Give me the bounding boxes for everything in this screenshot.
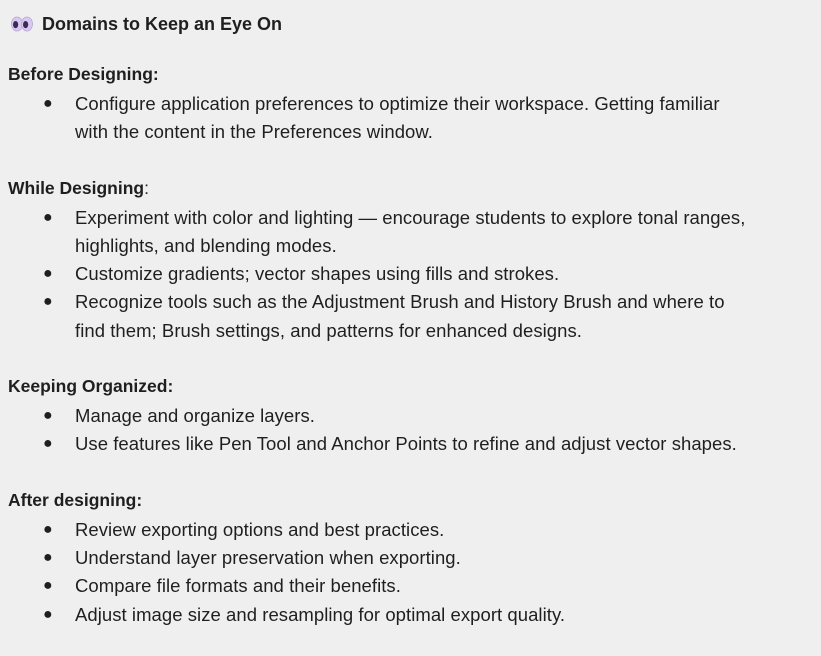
section (8, 176, 813, 345)
list-item (8, 601, 813, 629)
list-item-text: with the content in the Preferences window. (75, 121, 433, 143)
section-heading-text: Before Designing: (8, 64, 159, 84)
bullet-icon: ● (43, 293, 53, 311)
eyes-icon (10, 16, 34, 32)
sections-container (8, 62, 813, 629)
bullet-icon: ● (43, 548, 53, 566)
bullet-icon: ● (43, 208, 53, 226)
bullet-list (8, 204, 813, 345)
list-item (8, 288, 813, 345)
bullet-list (8, 402, 813, 459)
list-item (8, 402, 813, 430)
bullet-icon: ● (43, 265, 53, 283)
section-heading-text: After designing: (8, 489, 143, 510)
page-title: Domains to Keep an Eye On (42, 13, 283, 34)
list-item-text: Understand layer preservation when exporting. (75, 546, 461, 568)
section-heading (8, 374, 813, 398)
bullet-icon: ● (43, 577, 53, 595)
section-heading-text: While Designing (8, 177, 145, 198)
list-item-text: highlights, and blending modes. (75, 234, 337, 256)
list-item-text: Manage and organize layers. (75, 405, 315, 427)
list-item (8, 90, 813, 147)
list-item-text: Use features like Pen Tool and Anchor Points to refine and adjust vector shapes. (75, 433, 737, 455)
section (8, 62, 813, 147)
section-heading (8, 488, 813, 512)
section-heading-text: Keeping Organized: (8, 376, 174, 397)
list-item-text: Configure application preferences to optimize their workspace. Getting familiar (75, 93, 720, 114)
bullet-list (8, 516, 813, 629)
bullet-icon: ● (43, 95, 53, 112)
title-row (8, 11, 813, 37)
list-item-text: Review exporting options and best practices. (75, 518, 445, 540)
bullet-list (8, 90, 813, 147)
list-item (8, 544, 813, 572)
list-item (8, 260, 813, 288)
section-heading-suffix: : (144, 177, 149, 198)
section (8, 374, 813, 459)
list-item-text: Adjust image size and resampling for optimal export quality. (75, 603, 566, 625)
list-item (8, 572, 813, 600)
section-heading (8, 62, 813, 86)
bullet-icon: ● (43, 407, 53, 425)
list-item-text: Experiment with color and lighting — encourage students to explore tonal ranges, (75, 206, 746, 228)
list-item-text: Customize gradients; vector shapes using fills and strokes. (75, 263, 560, 285)
section-heading (8, 176, 813, 200)
bullet-icon: ● (43, 605, 53, 623)
list-item-text: Compare file formats and their benefits. (75, 575, 401, 597)
list-item (8, 516, 813, 544)
bullet-icon: ● (43, 520, 53, 538)
list-item-text: find them; Brush settings, and patterns for enhanced designs. (75, 319, 582, 341)
list-item (8, 204, 813, 261)
list-item-text: Recognize tools such as the Adjustment Brush and History Brush and where to (75, 291, 725, 313)
section (8, 488, 813, 629)
list-item (8, 430, 813, 458)
bullet-icon: ● (43, 435, 53, 453)
